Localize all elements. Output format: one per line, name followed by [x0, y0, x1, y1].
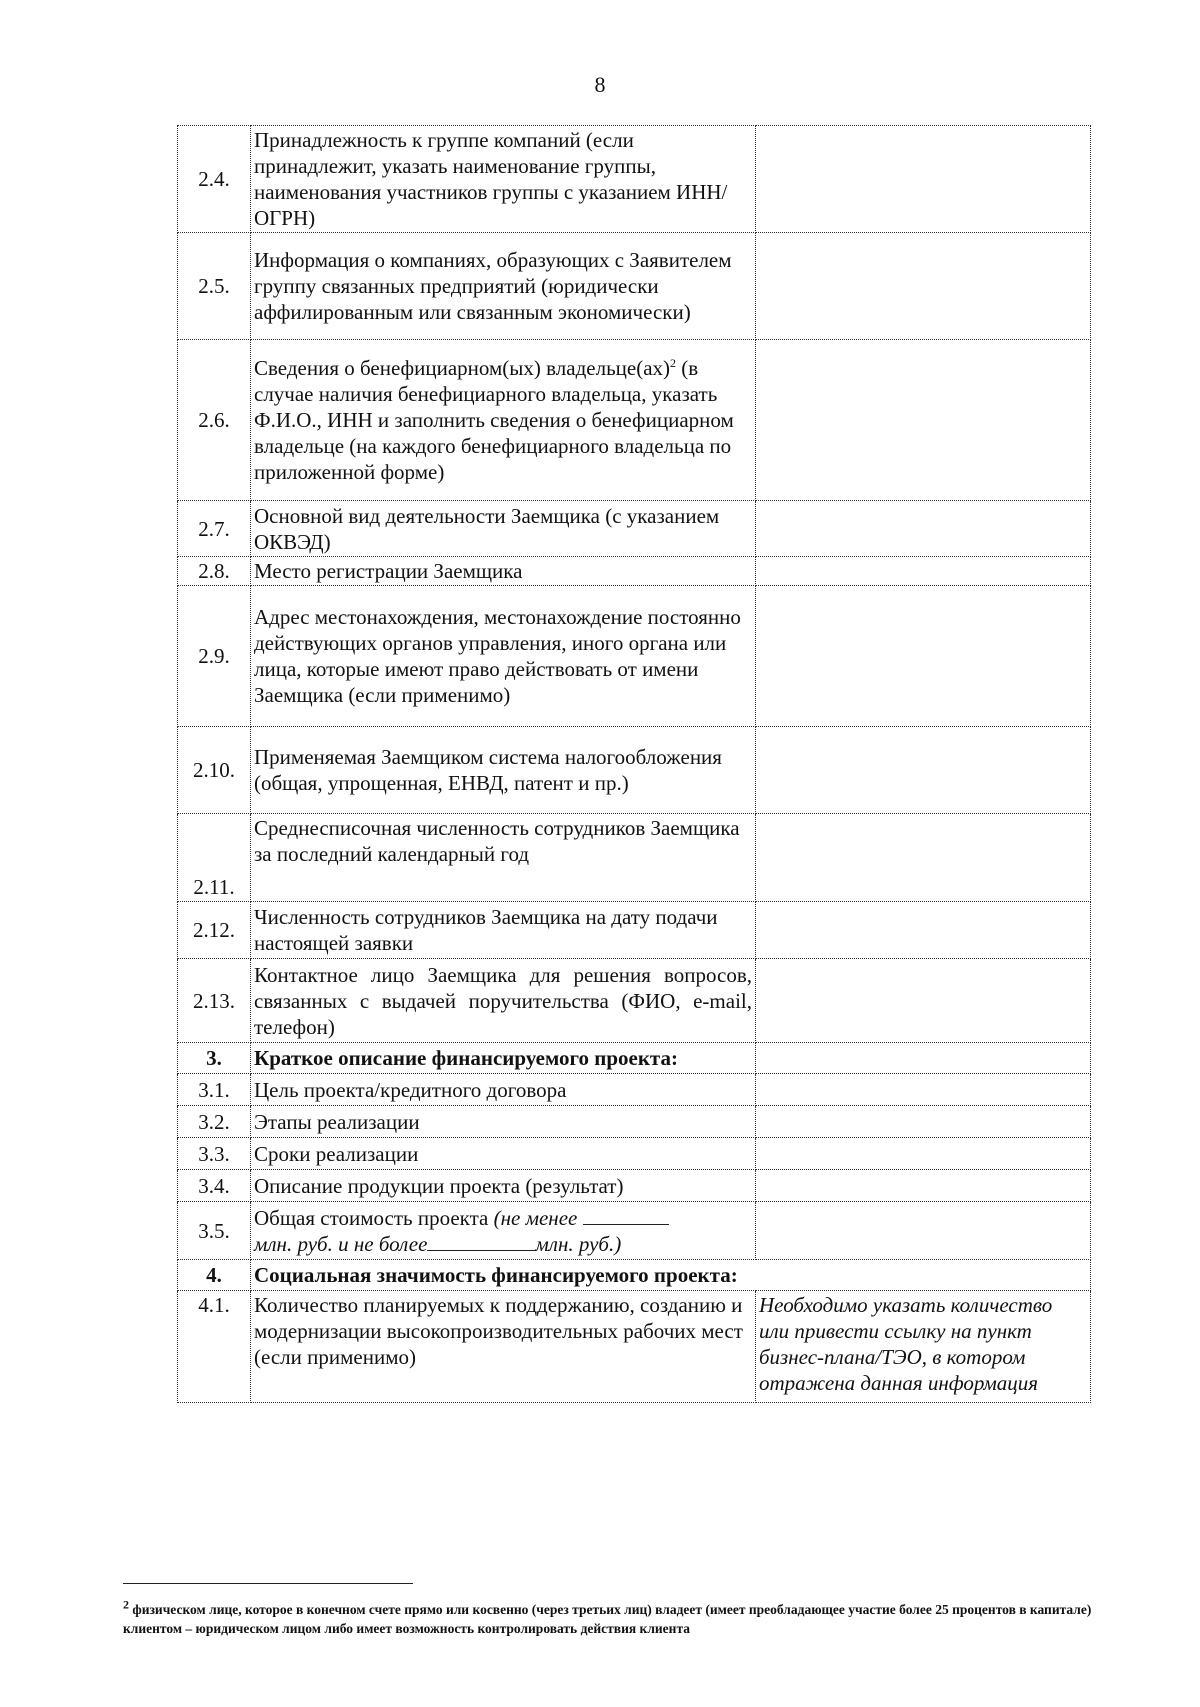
- row-label: Цель проекта/кредитного договора: [251, 1074, 756, 1106]
- row-number: 4.1.: [178, 1291, 251, 1403]
- row-number: 3.5.: [178, 1202, 251, 1260]
- row-value-field[interactable]: [756, 814, 1091, 902]
- table-row: [178, 959, 1091, 1043]
- page-number: 8: [594, 72, 606, 97]
- table-row: [178, 233, 1091, 340]
- row-label: Основной вид деятельности Заемщика (с указанием ОКВЭД): [251, 501, 756, 557]
- footnote: [123, 1597, 1113, 1638]
- table-row: [178, 1138, 1091, 1170]
- row-number: 2.4.: [178, 126, 251, 233]
- row-label-text: (не менее: [493, 1205, 578, 1230]
- row-label: Сроки реализации: [251, 1138, 756, 1170]
- row-value-field[interactable]: [756, 959, 1091, 1043]
- row-label: Применяемая Заемщиком система налогообложения (общая, упрощенная, ЕНВД, патент и пр.): [251, 727, 756, 814]
- footnote-divider: [123, 1583, 413, 1584]
- row-value-field[interactable]: [756, 1106, 1091, 1138]
- section-header-row: [178, 1260, 1091, 1291]
- section-title: Краткое описание финансируемого проекта:: [251, 1043, 756, 1074]
- row-label-text: млн. руб.): [535, 1231, 622, 1256]
- row-label-text: (в случае наличия бенефициарного владельца, указать Ф.И.О., ИНН и заполнить сведения о бенефициарном владельце (на каждого бенефициарного владельца по приложенной форме): [254, 356, 734, 484]
- row-value-field[interactable]: [756, 727, 1091, 814]
- row-value-field[interactable]: [756, 340, 1091, 501]
- table-row: [178, 586, 1091, 727]
- row-label: Описание продукции проекта (результат): [251, 1170, 756, 1202]
- row-label: [251, 1202, 756, 1260]
- row-value-field[interactable]: [756, 1043, 1091, 1074]
- row-label-text: Общая стоимость проекта: [254, 1205, 494, 1230]
- table-row: [178, 1202, 1091, 1260]
- row-number: 2.7.: [178, 501, 251, 557]
- table-row: [178, 1106, 1091, 1138]
- row-label: Этапы реализации: [251, 1106, 756, 1138]
- row-number: 2.6.: [178, 340, 251, 501]
- row-value-field[interactable]: [756, 1170, 1091, 1202]
- section-title: Социальная значимость финансируемого проекта:: [251, 1260, 1091, 1291]
- row-value-field[interactable]: [756, 1138, 1091, 1170]
- row-label: Среднесписочная численность сотрудников Заемщика за последний календарный год: [251, 814, 756, 902]
- row-number: 2.12.: [178, 902, 251, 959]
- row-value-field[interactable]: [756, 557, 1091, 586]
- footnote-marker: 2: [123, 1597, 129, 1612]
- row-number: 3.2.: [178, 1106, 251, 1138]
- row-number: 3.1.: [178, 1074, 251, 1106]
- footnote-text: физическом лице, которое в конечном счете прямо или косвенно (через третьих лиц) владеет (имеет преобладающее участие более 25 процентов в капитале) клиентом – юридическом лицом либо имеет возможность контролировать действия клиента: [123, 1602, 1092, 1636]
- row-number: 2.9.: [178, 586, 251, 727]
- table-row: [178, 340, 1091, 501]
- table-row: [178, 557, 1091, 586]
- row-value-field[interactable]: Необходимо указать количество или привести ссылку на пункт бизнес-плана/ТЭО, в котором отражена данная информация: [756, 1291, 1091, 1403]
- table-row: [178, 501, 1091, 557]
- row-label: Адрес местонахождения, местонахождение постоянно действующих органов управления, иного органа или лица, которые имеют право действовать от имени Заемщика (если применимо): [251, 586, 756, 727]
- row-number: 2.11.: [178, 814, 251, 902]
- row-value-field[interactable]: [756, 1074, 1091, 1106]
- row-label: Количество планируемых к поддержанию, созданию и модернизации высокопроизводительных рабочих мест (если применимо): [251, 1291, 756, 1403]
- row-number: 2.10.: [178, 727, 251, 814]
- min-cost-blank[interactable]: [583, 1206, 669, 1225]
- application-form-table: [177, 125, 1091, 1403]
- row-number: 3.4.: [178, 1170, 251, 1202]
- row-value-field[interactable]: [756, 902, 1091, 959]
- row-label: Контактное лицо Заемщика для решения вопросов, связанных с выдачей поручительства (ФИО, e-mail, телефон): [251, 959, 756, 1043]
- row-label: Место регистрации Заемщика: [251, 557, 756, 586]
- table-row: [178, 902, 1091, 959]
- row-value-field[interactable]: [756, 233, 1091, 340]
- table-row: [178, 727, 1091, 814]
- row-label: Численность сотрудников Заемщика на дату подачи настоящей заявки: [251, 902, 756, 959]
- table-row: [178, 814, 1091, 902]
- section-number: 3.: [178, 1043, 251, 1074]
- table-row: [178, 1170, 1091, 1202]
- row-value-field[interactable]: [756, 1202, 1091, 1260]
- section-header-row: [178, 1043, 1091, 1074]
- table-row: [178, 1074, 1091, 1106]
- section-number: 4.: [178, 1260, 251, 1291]
- row-label-text: млн. руб. и не более: [254, 1231, 428, 1256]
- row-value-field[interactable]: [756, 126, 1091, 233]
- table-row: [178, 1291, 1091, 1403]
- row-value-field[interactable]: [756, 586, 1091, 727]
- row-label: Информация о компаниях, образующих с Заявителем группу связанных предприятий (юридически аффилированным или связанным экономически): [251, 233, 756, 340]
- row-number: 2.5.: [178, 233, 251, 340]
- row-label: [251, 340, 756, 501]
- row-number: 2.8.: [178, 557, 251, 586]
- table-row: [178, 126, 1091, 233]
- row-value-field[interactable]: [756, 501, 1091, 557]
- footnote-reference: 2: [670, 356, 677, 370]
- row-number: 2.13.: [178, 959, 251, 1043]
- row-label-text: Сведения о бенефициарном(ых) владельце(ах): [254, 356, 671, 380]
- row-label: Принадлежность к группе компаний (если принадлежит, указать наименование группы, наименования участников группы с указанием ИНН/ОГРН): [251, 126, 756, 233]
- row-number: 3.3.: [178, 1138, 251, 1170]
- max-cost-blank[interactable]: [427, 1232, 535, 1251]
